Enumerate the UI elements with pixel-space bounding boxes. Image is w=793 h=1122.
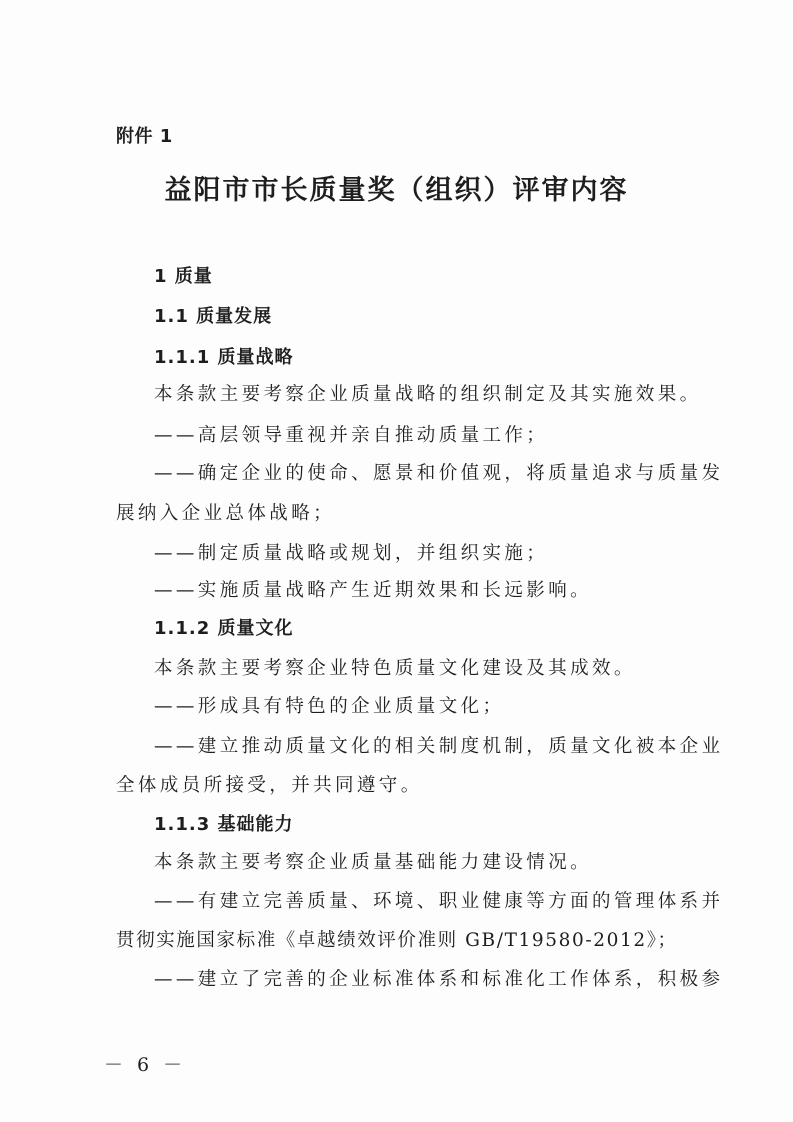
subsection-heading: 1.1 质量发展 [154, 306, 273, 327]
clause-heading: 1.1.2 质量文化 [154, 618, 294, 639]
list-item: ——形成具有特色的企业质量文化； [154, 696, 505, 717]
page-number: － 6 － [104, 1054, 187, 1076]
list-item: ——建立推动质量文化的相关制度机制，质量文化被本企业 [154, 736, 724, 757]
list-item: ——高层领导重视并亲自推动质量工作； [154, 425, 549, 446]
document-title: 益阳市市长质量奖（组织）评审内容 [164, 175, 629, 206]
clause-heading: 1.1.1 质量战略 [154, 347, 294, 368]
paragraph-line: 本条款主要考察企业质量基础能力建设情况。 [154, 852, 593, 873]
list-item: ——有建立完善质量、环境、职业健康等方面的管理体系并 [154, 891, 724, 912]
list-item-continued: 展纳入企业总体战略； [116, 503, 336, 524]
clause-heading: 1.1.3 基础能力 [154, 814, 294, 835]
list-item: ——实施质量战略产生近期效果和长远影响。 [154, 580, 593, 601]
list-item: ——制定质量战略或规划，并组织实施； [154, 543, 549, 564]
paragraph-line: 本条款主要考察企业质量战略的组织制定及其实施效果。 [154, 384, 702, 405]
paragraph-line: 本条款主要考察企业特色质量文化建设及其成效。 [154, 658, 636, 679]
list-item: ——建立了完善的企业标准体系和标准化工作体系，积极参 [154, 969, 724, 990]
attachment-label: 附件 1 [116, 126, 173, 147]
list-item-continued: 贯彻实施国家标准《卓越绩效评价准则 GB/T19580-2012》； [116, 930, 678, 951]
section-heading: 1 质量 [154, 266, 213, 287]
list-item-continued: 全体成员所接受，并共同遵守。 [116, 775, 423, 796]
list-item: ——确定企业的使命、愿景和价值观，将质量追求与质量发 [154, 463, 724, 484]
